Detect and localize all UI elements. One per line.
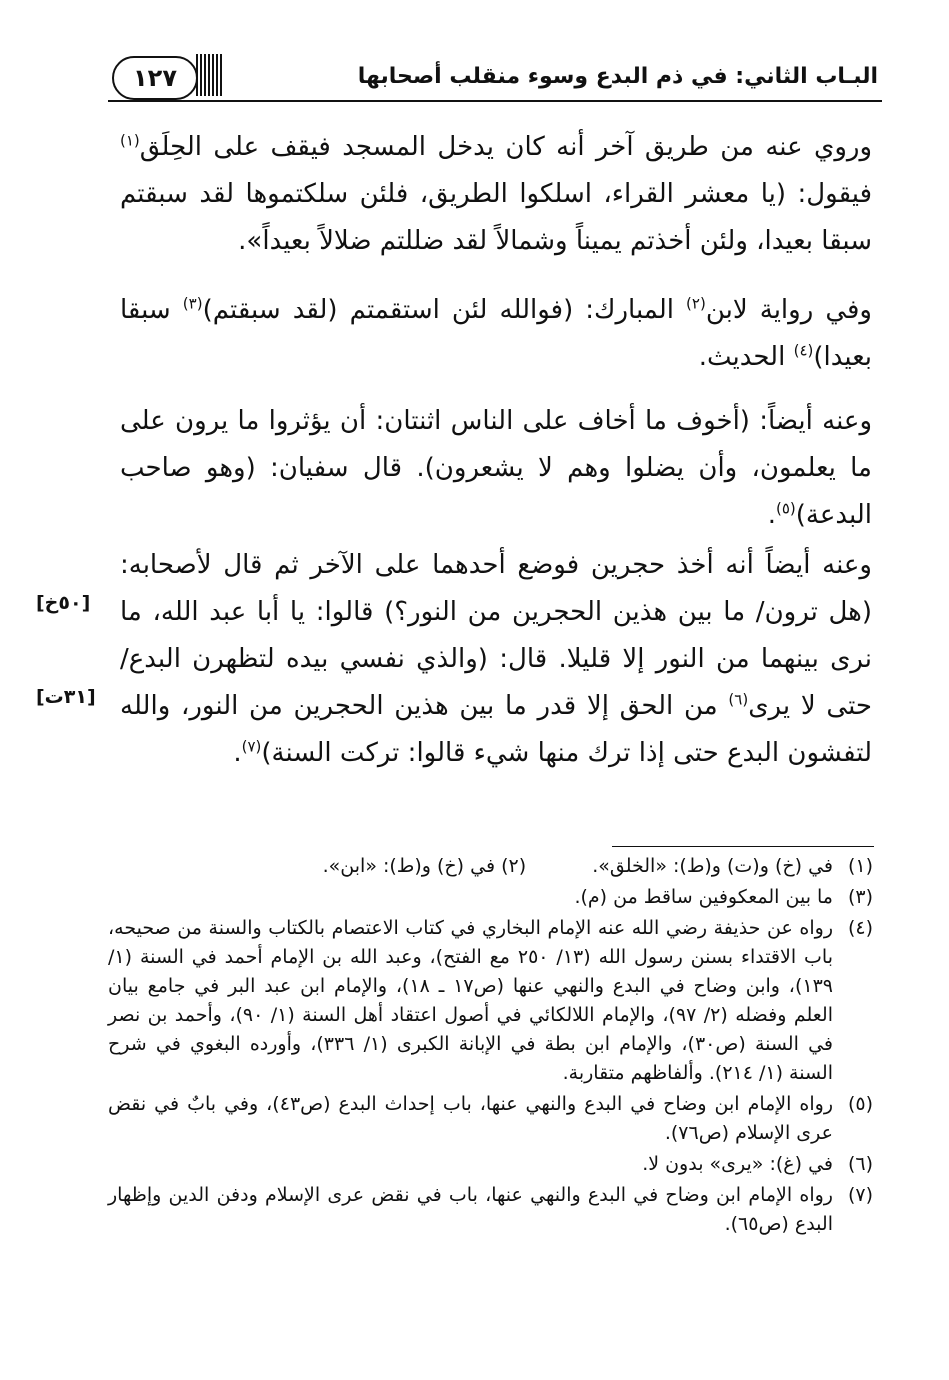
footnotes bbox=[108, 852, 873, 1241]
footnote-ref[interactable]: (٢) bbox=[686, 294, 706, 313]
footnote-ref[interactable]: (١) bbox=[120, 131, 140, 150]
footnote-text: رواه الإمام ابن وضاح في البدع والنهي عنها، باب في نقض عرى الإسلام ودفن الدين وإظهار البدع (ص٦٥). bbox=[108, 1184, 833, 1235]
footnote-text: ما بين المعكوفين ساقط من (م). bbox=[574, 886, 833, 908]
footnote-number: (٢) bbox=[501, 855, 527, 877]
paragraph-text: وعنه أيضاً: (أخوف ما أخاف على الناس اثنتان: أن يؤثروا ما يرون على ما يعلمون، وأن يضلوا وهم لا يشعرون). قال سفيان: (وهو صاحب البدعة) bbox=[120, 406, 872, 530]
footnote-1-text: في (خ) و(ت) و(ط): «الخلق». bbox=[592, 855, 833, 877]
paragraph-text: وعنه أيضاً أنه أخذ حجرين فوضع أحدهما على الآخر ثم قال لأصحابه: (هل ترون/ ما بين هذين الحجرين من النور؟) قالوا: يا أبا عبد الله، ما نرى بينهما من النور إلا قليلا. قال: (والذي نفسي بيده لتظهرن البدع/ حتى لا يرى bbox=[120, 550, 872, 721]
footnote-2-text: في (خ) و(ط): «ابن». bbox=[322, 855, 496, 877]
manuscript-marker: [٥٠خ] bbox=[36, 592, 91, 614]
footnote-number: (٧) bbox=[847, 1184, 873, 1206]
paragraph-2 bbox=[120, 287, 872, 381]
paragraph-text: فيقول: (يا معشر القراء، اسلكوا الطريق، فلئن سلكتموها لقد سبقتم سبقا بعيدا، ولئن أخذتم يميناً وشمالاً لقد ضللتم ضلالاً بعيداً». bbox=[120, 179, 872, 256]
footnote-number: (١) bbox=[847, 855, 873, 877]
page-header bbox=[108, 50, 882, 106]
paragraph-text: وفي رواية لابن bbox=[705, 295, 872, 325]
footnote-row bbox=[108, 1150, 873, 1179]
footnote-number: (٥) bbox=[847, 1093, 873, 1115]
footnote-ref[interactable]: (٤) bbox=[793, 341, 814, 360]
manuscript-marker: [٣١ت] bbox=[36, 686, 96, 708]
paragraph-text: من الحق إلا قدر ما بين هذين الحجرين من النور، والله لتفشون البدع حتى إذا ترك منها شيء قالوا: تركت السنة) bbox=[120, 691, 872, 768]
footnote-row bbox=[108, 852, 873, 881]
footnote-number: (٦) bbox=[847, 1153, 873, 1175]
header-rule bbox=[108, 100, 882, 102]
paragraph-3 bbox=[120, 398, 872, 539]
footnote-ref[interactable]: (٣) bbox=[182, 294, 203, 313]
paragraph-text: . bbox=[233, 738, 242, 768]
footnote-row bbox=[108, 914, 873, 1088]
footnote-text: رواه الإمام ابن وضاح في البدع والنهي عنها، باب إحداث البدع (ص٤٣)، وفي بابٌ في نقض عرى الإسلام (ص٧٦). bbox=[108, 1093, 834, 1144]
running-title: البـاب الثاني: في ذم البدع وسوء منقلب أصحابها bbox=[357, 64, 878, 89]
footnote-text: رواه عن حذيفة رضي الله عنه الإمام البخاري في كتاب الاعتصام بالكتاب والسنة من صحيحه، باب الاقتداء بسنن رسول الله (١٣/ ٢٥٠ مع الفتح)، وعبد الله بن الإمام أحمد في السنة (١/ ١٣٩)، وابن وضاح في البدع والنهي عنها (ص١٧ ـ ١٨)، والإمام ابن عبد البر في جامع بيان العلم وفضله (٢/ ٩٧)، والإمام اللالكائي في أصول اعتقاد أهل السنة (١/ ٩٠)، وأحمد بن نصر في السنة (ص٣٠)، والإمام ابن بطة في الإبانة الكبرى (١/ ٣٣٦)، وأورده البغوي في شرح السنة (١/ ٢١٤). وألفاظهم متقاربة. bbox=[108, 917, 833, 1084]
footnote-ref[interactable]: (٥) bbox=[775, 499, 796, 518]
paragraph-text: . bbox=[767, 500, 776, 530]
paragraph-1 bbox=[120, 124, 872, 265]
paragraph-text: سبقا بعيدا) bbox=[120, 295, 872, 372]
paragraph-text: المبارك: (فوالله لئن استقمتم (لقد سبقتم) bbox=[202, 295, 687, 325]
footnote-text bbox=[108, 852, 833, 881]
footnote-ref[interactable]: (٦) bbox=[728, 690, 749, 709]
paragraph-4 bbox=[120, 542, 872, 777]
footnote-ref[interactable]: (٧) bbox=[241, 737, 262, 756]
page-number-ornament bbox=[196, 54, 224, 96]
footnote-text: في (غ): «يرى» بدون لا. bbox=[642, 1153, 833, 1175]
footnote-row bbox=[108, 1181, 873, 1239]
paragraph-text: وروي عنه من طريق آخر أنه كان يدخل المسجد فيقف على الحِلَق bbox=[139, 132, 872, 162]
footnote-separator bbox=[612, 846, 874, 847]
footnote-row bbox=[108, 883, 873, 912]
paragraph-text: الحديث. bbox=[698, 342, 794, 372]
footnote-row bbox=[108, 1090, 873, 1148]
page-number: ١٢٧ bbox=[112, 56, 198, 100]
footnote-number: (٣) bbox=[847, 886, 873, 908]
footnote-number: (٤) bbox=[847, 917, 873, 939]
